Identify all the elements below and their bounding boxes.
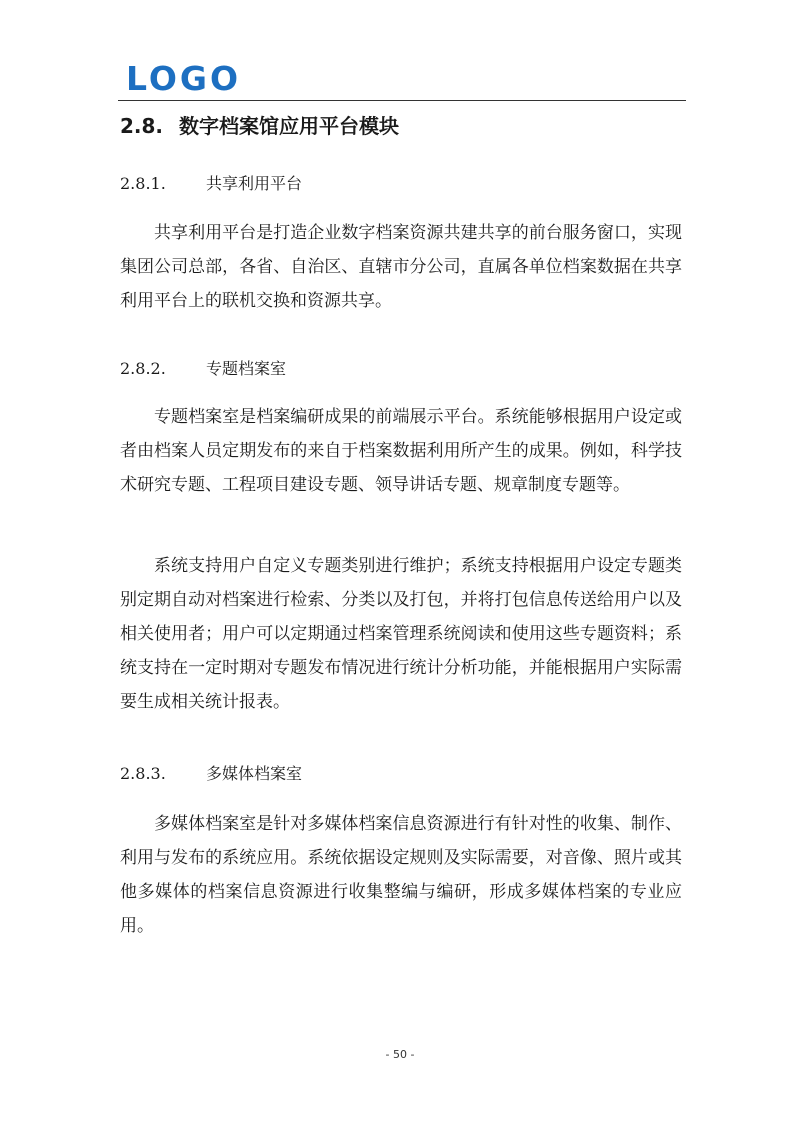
subsection-title: 共享利用平台 bbox=[206, 174, 303, 193]
paragraph: 多媒体档案室是针对多媒体档案信息资源进行有针对性的收集、制作、利用与发布的系统应用。系统依据设定规则及实际需要，对音像、照片或其他多媒体的档案信息资源进行收集整编与编研，形成多媒体档案的专业应用。 bbox=[120, 814, 682, 936]
logo: LOGO bbox=[126, 59, 242, 98]
section-heading bbox=[120, 112, 399, 140]
subsection-heading bbox=[120, 172, 302, 196]
subsection-number: 2.8.3. bbox=[120, 764, 166, 783]
subsection-title: 多媒体档案室 bbox=[206, 764, 303, 783]
subsection-title: 专题档案室 bbox=[206, 359, 287, 378]
paragraph: 系统支持用户自定义专题类别进行维护；系统支持根据用户设定专题类别定期自动对档案进行检索、分类以及打包，并将打包信息传送给用户以及相关使用者；用户可以定期通过档案管理系统阅读和使用这些专题资料；系统支持在一定时期对专题发布情况进行统计分析功能，并能根据用户实际需要生成相关统计报表。 bbox=[120, 556, 682, 712]
header-divider bbox=[118, 100, 686, 101]
paragraph: 共享利用平台是打造企业数字档案资源共建共享的前台服务窗口，实现集团公司总部，各省、自治区、直辖市分公司，直属各单位档案数据在共享利用平台上的联机交换和资源共享。 bbox=[120, 223, 682, 311]
subsection-number: 2.8.2. bbox=[120, 359, 166, 378]
page-number: - 50 - bbox=[385, 1048, 415, 1061]
section-number: 2.8. bbox=[120, 114, 164, 138]
subsection-number: 2.8.1. bbox=[120, 174, 166, 193]
section-title: 数字档案馆应用平台模块 bbox=[179, 114, 400, 138]
subsection-heading bbox=[120, 762, 302, 786]
paragraph: 专题档案室是档案编研成果的前端展示平台。系统能够根据用户设定或者由档案人员定期发布的来自于档案数据利用所产生的成果。例如，科学技术研究专题、工程项目建设专题、领导讲话专题、规章制度专题等。 bbox=[120, 407, 682, 495]
subsection-heading bbox=[120, 357, 286, 381]
